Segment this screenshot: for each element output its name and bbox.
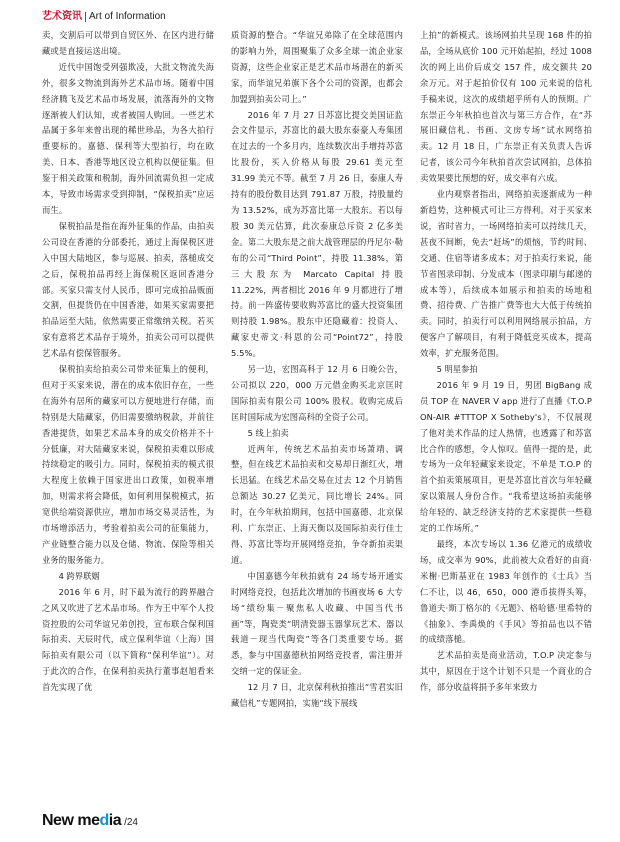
paragraph: 2016 年 9 月 19 日，男团 BigBang 成员 TOP 在 NAVER V app 进行了直播《T.O.P ON-AIR #TTTOP X Sotheby's》，不仅展现了他对美术作品的过人热情，也透露了和苏富比合作的感想，令人惊叹。值得一提的是，此专场为一众年轻藏家来设定，不单是 T.O.P 的首个拍卖策展项目，更是苏富比首次与年轻藏家以策展人身份合作。“我希望这场拍卖能够给年轻的、缺乏经济支持的艺术家提供一些稳定的工作场所。” <box>420 379 592 534</box>
text-column-1 <box>42 28 214 798</box>
paragraph: 卖，交割后可以带到自贸区外、在区内进行储藏或是直接运送出境。 <box>42 30 214 56</box>
paragraph: 业内观察者指出，网络拍卖逐渐成为一种新趋势，这种模式可让三方得利。对于买家来说，省时省力，一场网络拍卖可以持续几天，甚夜不间断，免去“赶场”的烦恼，节约时间、交通、住宿等诸多成本；对于拍卖行来说，能节省图录印制、分发成本（图录印刷与邮递的成本等），后续成本如展示和拍卖的场地租费、招待费、广告推广费等也大大低于传统拍卖。同时，拍卖行可以利用网络展示拍品，方便客户了解项目，有利于降低竞买成本，提高效率，扩充服务范围。 <box>420 189 592 359</box>
section-title-en: Art of Information <box>89 11 166 22</box>
paragraph: 另一边，宏图高科于 12 月 6 日晚公告，公司拟以 220，000 万元借金购买北京匡时国际拍卖有限公司 100% 股权。收购完成后匡时国际成为宏图高科的全资子公司。 <box>231 364 403 422</box>
paragraph: 近两年，传统艺术品拍卖市场萧靖、调整，但在线艺术品拍卖和交易却日渐红火，增长迅猛。在线艺术品交易在过去 12 个月销售总额达 30.27 亿美元，同比增长 24%。同时，在今年秋拍期间，包括中国嘉德、北京保利、广东崇正、上海天衡以及国际拍卖行佳士得、苏富比等均开展网络竞拍，争夺新拍卖渠道。 <box>231 443 403 565</box>
section-heading: 4 跨界联姻 <box>58 570 100 581</box>
section-heading: 5 明星参拍 <box>436 364 478 375</box>
page-footer <box>42 812 138 830</box>
paragraph: 2016 年 6 月，时下最为流行的跨界融合之风又吹进了艺术品市场。作为王中军个人投资控股的公司华谊兄弟创投，宣布联合保利国际拍卖、天辰时代，成立保利华谊（上海）国际拍卖有限公司（以下简称“保利华谊”）。对于此次的合作，在保利拍卖执行董事赵旭看来首先实现了优 <box>42 586 214 693</box>
paragraph: 中国嘉德今年秋拍就有 24 场专场开通实时网络竞投，包括此次增加的书画夜场 6 大专场“绩纷集－聚焦私人收藏、中国当代书画”等，陶瓷类“明清瓷器玉器掌玩艺术、器以载道－现当代陶瓷”等各门类重要专场。据悉，参与中国嘉德秋拍网络竞投者，需注册并交纳一定的保证金。 <box>231 570 403 677</box>
page-number: /24 <box>124 817 138 828</box>
paragraph: 艺术品拍卖是商业活动，T.O.P 决定参与其中，原因在于这个计划不只是一个商业的合作，部分收益将捐予多年来致力 <box>420 650 592 693</box>
header-divider <box>85 12 86 22</box>
text-column-2 <box>231 28 403 798</box>
paragraph: 2016 年 7 月 27 日苏富比提交美国证监会文件显示，苏富比的最大股东泰豪人寿集团在过去的一个多月内，连续数次出手增持苏富比股份，买入价格从每股 29.61 美元至 31.99 美元不等。截至 7 月 26 日，泰康人寿持有的股份数目达到 791.87 万股，持股量约为 13.52%，成为苏富比第一大股东。若以每股 30 美元估算，此次泰康总斥资 2 亿多美金。第二大股东是之前大战管理层的丹尼尔·勒布的公司“Third Point”，持股 11.38%，第三大股东为 Marcato Capital 持股 11.22%，两者相比 2016 年 9 月都进行了增持。前一阵盛传要收购苏富比的盛大投资集团则持股 1.98%。股东中还隐藏着：投资人、藏家史蒂文·科恩的公司“Point72”，持股 5.5%。 <box>231 109 403 359</box>
section-heading: 5 线上拍卖 <box>247 427 289 438</box>
magazine-logo: New media <box>42 812 122 829</box>
paragraph: 质资源的整合。“华谊兄弟除了在全球范围内的影响力外，周围聚集了众多全球一流企业家资源，这些企业家正是艺术品市场潜在的新买家，而华谊兄弟旗下各个公司的资源，也都会加盟到拍卖公司上。” <box>231 30 403 104</box>
text-column-3 <box>420 28 592 798</box>
paragraph: 近代中国饱受列强欺凌，大批文物流失海外，很多文物流到海外艺术品市场。随着中国经济腾飞及艺术品市场发展，流落海外的文物逐渐被人们认知，或者被国人购回。一些艺术品属于多年来曾出现的稀世珍品，为各大拍行重要标的。嘉德、保利等大型拍行，均在欧美、日本、香港等地区设立机构以便征集。但鉴于相关政策和税制，海外回流需负担一定成本，导致市场需求受到抑制，“保税拍卖”应运而生。 <box>42 61 214 215</box>
paragraph: 最终，本次专场以 1.36 亿港元的成绩收场，成交率为 90%，此前被大众看好的由商·米榭·巴斯基亚在 1983 年创作的《士兵》当仁不让，以 46，650，000 港币拔得头筹，鲁道夫·斯丁格尔的《无题》、格哈德·里希特的《抽象》、李禹焕的《手风》等拍品也以不错的成绩落槌。 <box>420 539 592 645</box>
article-body <box>42 28 592 798</box>
section-header <box>42 10 166 24</box>
paragraph: 保税拍品是指在海外征集的作品，由拍卖公司设在香港的分部委托，通过上海保税区进入中国大陆地区，参与巡展、拍卖，落槌成交之后，保税拍品再经上海保税区返回香港分部。买家只需支付人民币，即可完成拍品贩面交割，但提货仍在中国香港，如果买家需要把拍品运至大陆，依然需要正常缴纳关税。若买家有意将艺术品存于境外，拍卖公司可以提供艺术品有偿保管服务。 <box>42 220 214 359</box>
paragraph: 12 月 7 日，北京保利秋拍推出“雪君实旧藏信札”专题网拍，实施“线下展线 <box>231 682 403 709</box>
paragraph: 上拍”的新模式。该场网拍共呈现 168 件的拍品，全场从底价 100 元开始起拍，经过 1008 次的网上出价后成交 157 件，成交额共 20 余万元。对于起拍价仅有 100 元来说的信札手稿来说，这次的成绩超乎所有人的预期。广东崇正今年秋拍也首次与第三方合作，在“苏展旧藏信札、书画、文房专场”试水网络拍卖。12 月 18 日，广东崇正有关负责人告诉记者，该公司今年秋拍首次尝试网拍，总体拍卖效果要比预想的好，成交率有六成。 <box>420 30 592 184</box>
section-title-cn: 艺术资讯 <box>42 11 82 22</box>
paragraph: 保税拍卖给拍卖公司带来征集上的便利，但对于买家来说，潜在的成本依旧存在，一些在海外有居所的藏家可以方便地进行存储，而特别是大陆藏家，仍旧需要缴纳税款，并前往香港提货，如果艺术品本身的成交价格并不十分低廉，对大陆藏家来说，保税拍卖难以形成持续稳定的吸引力。同时，保税拍卖的模式很大程度上依赖于国家进出口政策，如税率增加，则需求将会降低，如何利用保税模式，拓宽供给端资源供应，增加市场交易灵活性，为市场增添活力，考验着拍卖公司的征集能力，产业链整合能力以及仓储、物流、保险等相关业务的服务能力。 <box>42 364 214 565</box>
